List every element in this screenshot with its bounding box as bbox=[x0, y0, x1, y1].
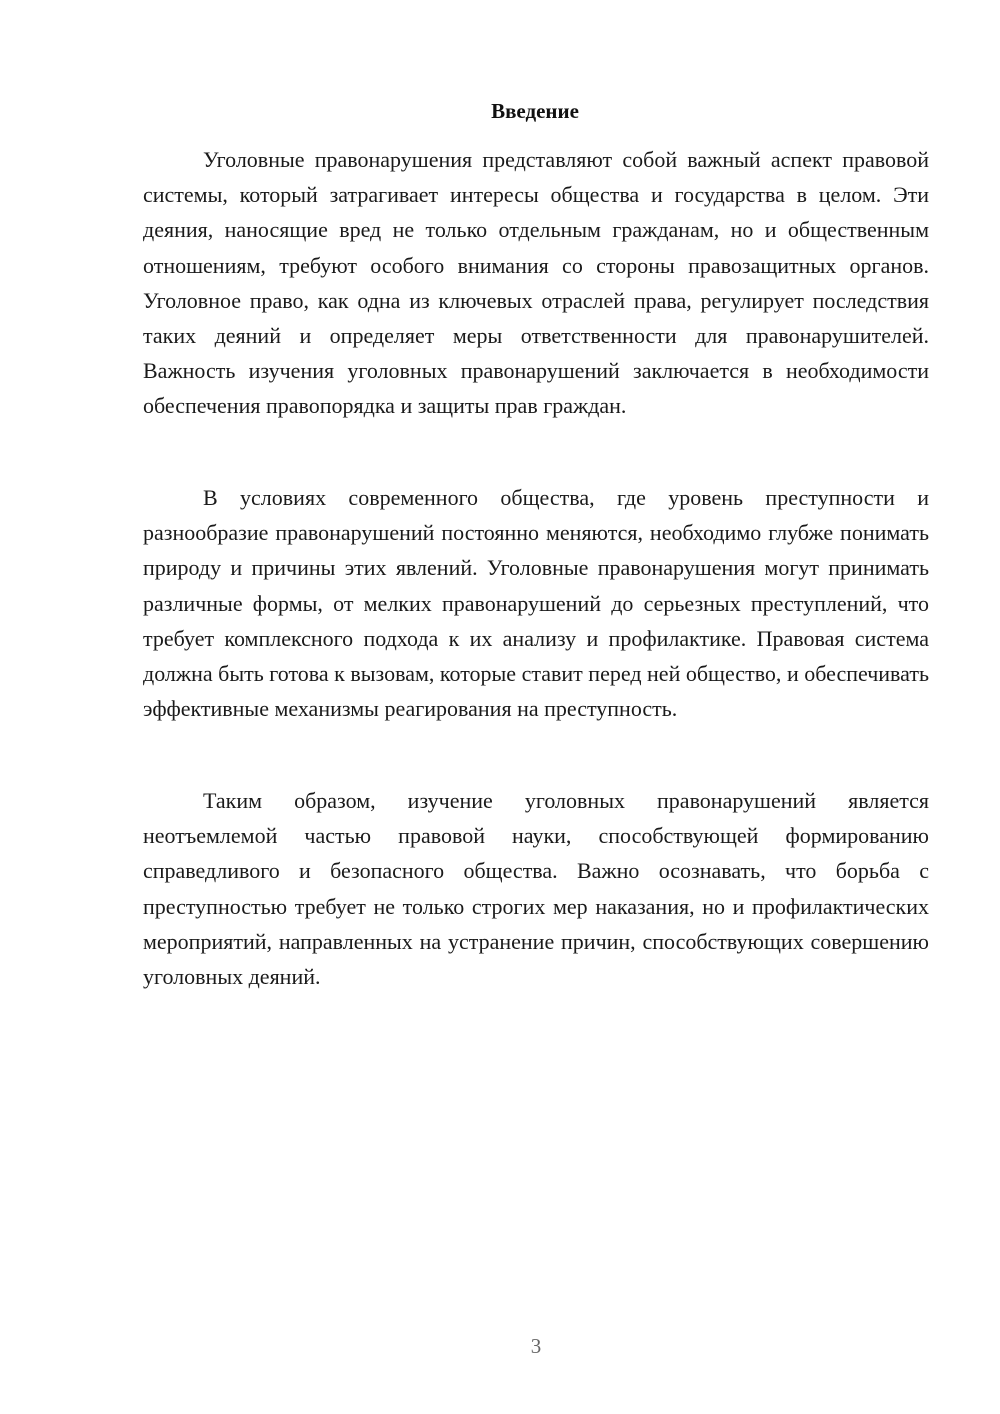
paragraph-3: Таким образом, изучение уголовных правонарушений является неотъемлемой частью правовой науки, способствующей формированию справедливого и безопасного общества. Важно осознавать, что борьба с преступностью требует не только строгих мер наказания, но и профилактических мероприятий, направленных на устранение причин, способствующих совершению уголовных деяний. bbox=[143, 788, 929, 990]
paragraph-2: В условиях современного общества, где уровень преступности и разнообразие правонарушений постоянно меняются, необходимо глубже понимать природу и причины этих явлений. Уголовные правонарушения могут принимать различные формы, от мелких правонарушений до серьезных преступлений, что требует комплексного подхода к их анализу и профилактике. Правовая система должна быть готова к вызовам, которые ставит перед ней общество, и обеспечивать эффективные механизмы реагирования на преступность. bbox=[143, 485, 929, 722]
section-heading: Введение bbox=[491, 99, 579, 123]
page-number: 3 bbox=[530, 1334, 542, 1358]
paragraph-1: Уголовные правонарушения представляют собой важный аспект правовой системы, который затрагивает интересы общества и государства в целом. Эти деяния, наносящие вред не только отдельным гражданам, но и общественным отношениям, требуют особого внимания со стороны правозащитных органов. Уголовное право, как одна из ключевых отраслей права, регулирует последствия таких деяний и определяет меры ответственности для правонарушителей. Важность изучения уголовных правонарушений заключается в необходимости обеспечения правопорядка и защиты прав граждан. bbox=[143, 147, 929, 419]
